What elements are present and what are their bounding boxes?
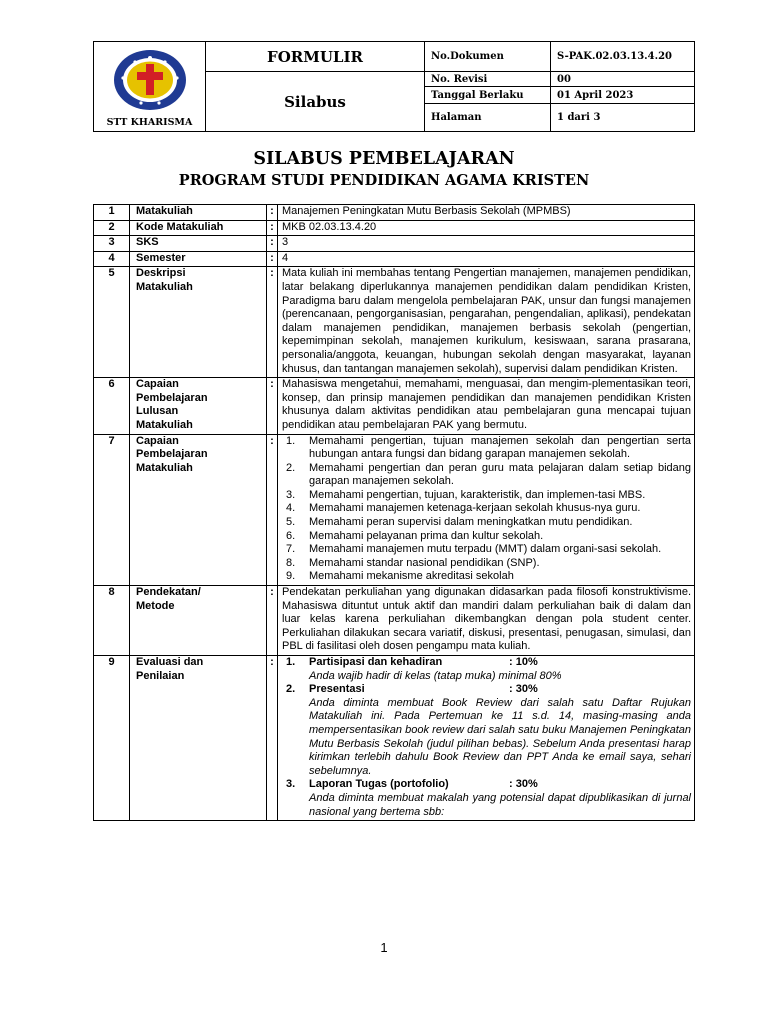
item-number: 2. <box>286 461 296 474</box>
item-weight: : 30% <box>509 778 538 791</box>
page-title: SILABUS PEMBELAJARAN <box>253 149 515 169</box>
row-number: 1 <box>94 205 130 221</box>
item-number: 8. <box>286 556 296 569</box>
revision-value: 00 <box>551 72 695 87</box>
item-number: 3. <box>286 488 296 501</box>
item-number: 6. <box>286 529 296 542</box>
table-row <box>94 220 695 236</box>
learning-outcomes-list <box>282 435 691 585</box>
stt-kharisma-logo-icon <box>111 48 189 112</box>
list-item <box>282 683 691 778</box>
item-text: Memahami peran supervisi dalam meningkatkan mutu pendidikan. <box>309 516 633 529</box>
row-separator: : <box>267 656 278 821</box>
item-weight: : 30% <box>509 683 538 696</box>
learning-outcomes-cell <box>278 434 695 586</box>
list-item <box>282 530 691 544</box>
item-number: 3. <box>286 778 296 791</box>
row-label: Pendekatan/ Metode <box>130 586 267 656</box>
row-separator: : <box>267 236 278 252</box>
item-description: Anda wajib hadir di kelas (tatap muka) minimal 80% <box>309 669 562 682</box>
row-value: Mahasiswa mengetahui, memahami, menguasai, dan mengim-plementasikan teori, konsep, dan prinsip manajemen pendidikan dan manajemen pendidikan Kristen khusunya dalam aktivitas pendidikan atau pembelajaran guna mencapai tujuan pendidikan atau pembelajaran PAK yang bermutu. <box>278 378 695 434</box>
doc-type-title: Silabus <box>206 72 425 132</box>
list-item <box>282 543 691 557</box>
list-item <box>282 502 691 516</box>
list-item <box>282 656 691 683</box>
row-number: 3 <box>94 236 130 252</box>
row-number: 8 <box>94 586 130 656</box>
table-row <box>94 378 695 434</box>
row-number: 7 <box>94 434 130 586</box>
row-value: Manajemen Peningkatan Mutu Berbasis Sekolah (MPMBS) <box>278 205 695 221</box>
item-weight: : 10% <box>509 656 538 668</box>
row-value: MKB 02.03.13.4.20 <box>278 220 695 236</box>
list-item <box>282 570 691 584</box>
effective-date-value: 01 April 2023 <box>551 87 695 104</box>
table-row <box>94 434 695 586</box>
table-row <box>94 205 695 221</box>
list-item <box>282 435 691 462</box>
table-row <box>94 267 695 378</box>
row-number: 9 <box>94 656 130 821</box>
doc-number-value: S-PAK.02.03.13.4.20 <box>551 42 695 72</box>
item-number: 7. <box>286 543 296 556</box>
item-text: Memahami manajemen mutu terpadu (MMT) dalam organi-sasi sekolah. <box>309 543 662 556</box>
item-text: Memahami pengertian, tujuan, karakteristik, dan implemen-tasi MBS. <box>309 488 646 501</box>
evaluation-cell <box>278 656 695 821</box>
row-label: Kode Matakuliah <box>130 220 267 236</box>
doc-number-label: No.Dokumen <box>425 42 551 72</box>
item-name: Partisipasi dan kehadiran <box>309 656 443 668</box>
table-row <box>94 586 695 656</box>
item-text: Memahami manajemen ketenaga-kerjaan sekolah khusus-nya guru. <box>309 502 641 515</box>
page-subtitle: PROGRAM STUDI PENDIDIKAN AGAMA KRISTEN <box>178 172 590 189</box>
list-item <box>282 462 691 489</box>
list-item <box>282 516 691 530</box>
row-label: Semester <box>130 251 267 267</box>
logo-cell <box>94 42 206 132</box>
item-number: 9. <box>286 570 296 583</box>
item-text: Memahami pelayanan prima dan kultur sekolah. <box>309 529 544 542</box>
row-label: Deskripsi Matakuliah <box>130 267 267 378</box>
item-name: Laporan Tugas (portofolio) <box>309 778 449 791</box>
item-number: 1. <box>286 656 296 668</box>
item-number: 5. <box>286 516 296 529</box>
document-header <box>93 41 695 132</box>
syllabus-table <box>93 204 695 821</box>
row-value: 4 <box>278 251 695 267</box>
page-number: 1 <box>380 940 388 955</box>
row-separator: : <box>267 251 278 267</box>
item-number: 4. <box>286 502 296 515</box>
item-text: Memahami pengertian dan peran guru mata pelajaran dalam setiap bidang garapan manajemen sekolah. <box>309 461 691 488</box>
page-label: Halaman <box>425 104 551 132</box>
row-number: 2 <box>94 220 130 236</box>
row-label: Matakuliah <box>130 205 267 221</box>
row-separator: : <box>267 586 278 656</box>
row-number: 6 <box>94 378 130 434</box>
row-label: Evaluasi dan Penilaian <box>130 656 267 821</box>
row-label: Capaian Pembelajaran Matakuliah <box>130 434 267 586</box>
list-item <box>282 778 691 819</box>
item-number: 2. <box>286 683 296 696</box>
row-separator: : <box>267 220 278 236</box>
evaluation-list <box>282 656 691 819</box>
row-label: Capaian Pembelajaran Lulusan Matakuliah <box>130 378 267 434</box>
page-value: 1 dari 3 <box>551 104 695 132</box>
item-description: Anda diminta membuat Book Review dari salah satu Daftar Rujukan Matakuliah ini. Pada Pertemuan ke 11 s.d. 14, masing-masing anda mempersentasikan book review dari salah satu buku Manajemen Peningkatan Mutu Berbasis Sekolah (judul pilihan bebas). Sebelum Anda presentasi harap kirimkan terlebih dahulu Book Review dan PPT Anda ke email saya, sehari sebelumnya. <box>309 696 691 777</box>
item-text: Memahami mekanisme akreditasi sekolah <box>309 570 514 583</box>
item-text: Memahami pengertian, tujuan manajemen sekolah dan pengertian serta hubungan antara fungsi dan bidang garapan manajemen sekolah. <box>309 434 691 461</box>
row-value: 3 <box>278 236 695 252</box>
table-row <box>94 656 695 821</box>
row-label: SKS <box>130 236 267 252</box>
item-number: 1. <box>286 434 296 447</box>
row-value: Pendekatan perkuliahan yang digunakan didasarkan pada filosofi konstruktivisme. Mahasiswa dituntut untuk aktif dan mandiri dalam perkuliahan baik di dalam dan luar kelas karena perkuliahan dikembangkan dengan pola student center. Perkuliahan dilakukan secara variatif, diskusi, presentasi, penugasan, simulasi, dan PBL di fasilitasi oleh dosen pengampu mata kuliah. <box>278 586 695 656</box>
row-value: Mata kuliah ini membahas tentang Pengertian manajemen, manajemen pendidikan, latar belakang diperlukannya manajemen pendidikan dalam pendidikan Kristen, Paradigma baru dalam mengelola pembelajaran PAK, unsur dan fungsi manajemen (perencanaan, pengorganisasian, pengarahan, pengendalian, aplikasi), pendekatan dalam manajemen pendidikan, manajemen berbasis sekolah (pengertian, kepemimpinan sekolah, manajemen kurikulum, kesiswaan, sarana prasarana, personalia/anggota, keuangan, hubungan sekolah dengan masyarakat, layanan khusus, dan tantangan manajemen sekolah), supervisi dalam pendidikan Kristen. <box>278 267 695 378</box>
table-row <box>94 251 695 267</box>
row-separator: : <box>267 378 278 434</box>
effective-date-label: Tanggal Berlaku <box>425 87 551 104</box>
item-name: Presentasi <box>309 683 365 696</box>
logo-caption: STT KHARISMA <box>106 117 193 128</box>
table-row <box>94 236 695 252</box>
row-separator: : <box>267 267 278 378</box>
list-item <box>282 489 691 503</box>
row-separator: : <box>267 434 278 586</box>
item-description: Anda diminta membuat makalah yang potensial dapat dipublikasikan di jurnal nasional yang bertema sbb: <box>309 791 691 818</box>
row-number: 5 <box>94 267 130 378</box>
row-number: 4 <box>94 251 130 267</box>
row-separator: : <box>267 205 278 221</box>
revision-label: No. Revisi <box>425 72 551 87</box>
form-label: FORMULIR <box>206 42 425 72</box>
list-item <box>282 557 691 571</box>
item-text: Memahami standar nasional pendidikan (SNP). <box>309 556 540 569</box>
